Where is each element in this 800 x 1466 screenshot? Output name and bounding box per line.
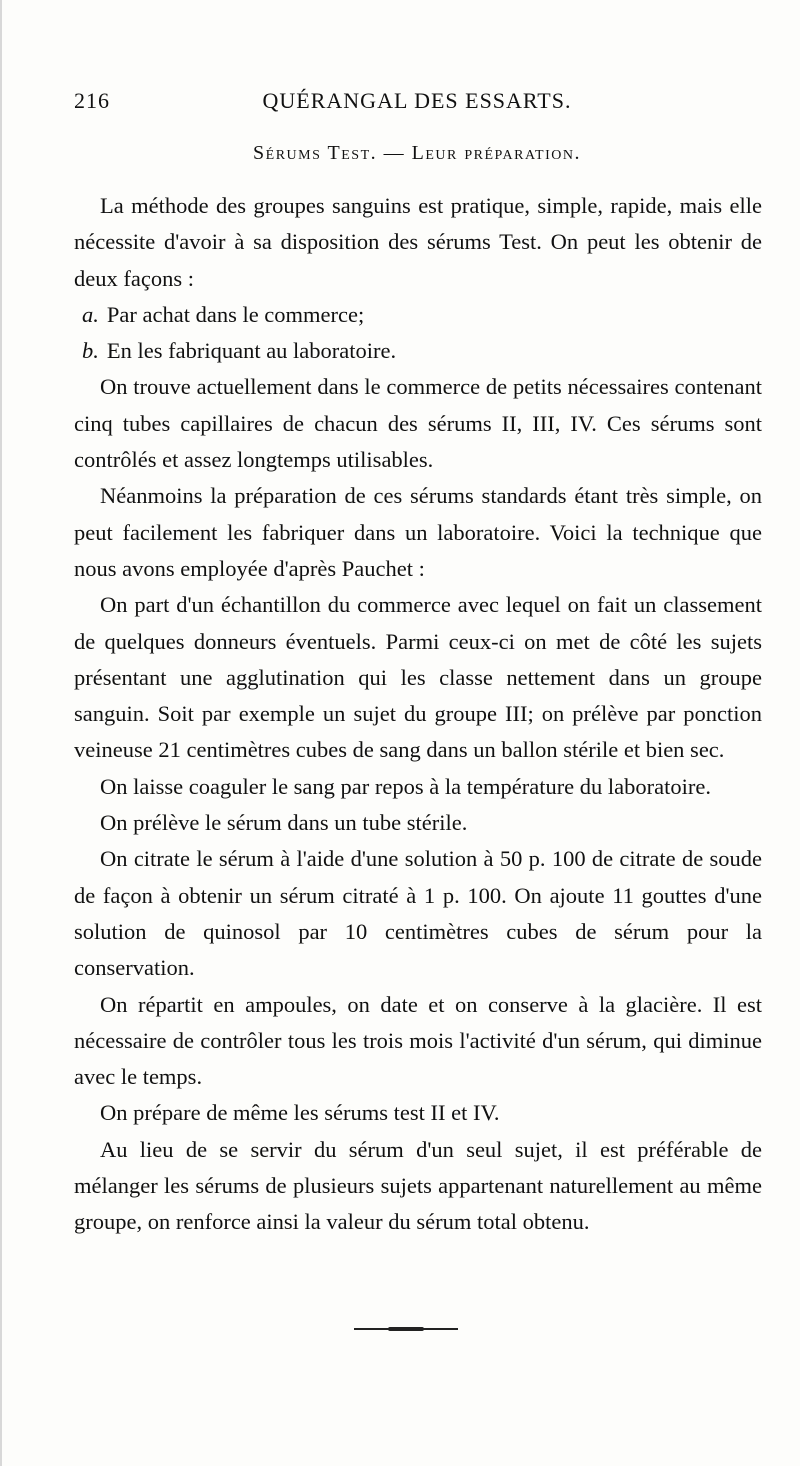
page-number: 216 — [74, 88, 110, 113]
paragraph: On part d'un échantillon du commerce avec lequel on fait un classement de quelques donneurs éventuels. Parmi ceux-ci on met de côté les sujets présentant une agglutination qui les classe nettement dans un groupe sanguin. Soit par exemple un sujet du groupe III; on prélève par ponction veineuse 21 centimètres cubes de sang dans un ballon stérile et bien sec. — [74, 592, 762, 763]
page-header — [74, 88, 760, 120]
paragraph: On prélève le sérum dans un tube stérile. — [100, 810, 468, 836]
body-text — [74, 188, 762, 1241]
paragraph: On laisse coaguler le sang par repos à la température du laboratoire. — [100, 773, 711, 799]
paragraph: Néanmoins la préparation de ces sérums standards étant très simple, on peut facilement les fabriquer dans un laboratoire. Voici la technique que nous avons employée d'après Pauchet : — [74, 483, 762, 581]
paragraph: On prépare de même les sérums test II et IV. — [100, 1100, 500, 1126]
paragraph: La méthode des groupes sanguins est pratique, simple, rapide, mais elle nécessite d'avoir à sa disposition des sérums Test. On peut les obtenir de deux façons : — [74, 193, 762, 291]
paragraph: On citrate le sérum à l'aide d'une solution à 50 p. 100 de citrate de soude de façon à obtenir un sérum citraté à 1 p. 100. On ajoute 11 gouttes d'une solution de quinosol par 10 centimètres cubes de sérum pour la conservation. — [74, 846, 762, 981]
list-marker: b. — [82, 338, 99, 364]
paragraph: Au lieu de se servir du sérum d'un seul sujet, il est préférable de mélanger les sérums de plusieurs sujets appartenant naturellement au même groupe, on renforce ainsi la valeur du sérum total obtenu. — [74, 1136, 762, 1235]
paragraph: On trouve actuellement dans le commerce de petits nécessaires contenant cinq tubes capillaires de chacun des sérums II, III, IV. Ces sérums sont contrôlés et assez longtemps utilisables. — [74, 374, 762, 473]
section-title: Sérums Test. — Leur préparation. — [253, 142, 581, 164]
running-title: QUÉRANGAL DES ESSARTS. — [262, 88, 572, 113]
list-item-text: En les fabriquant au laboratoire. — [106, 338, 397, 364]
list-item — [74, 333, 762, 369]
list-item-text: Par achat dans le commerce; — [106, 301, 365, 327]
paragraph: On répartit en ampoules, on date et on conserve à la glacière. Il est nécessaire de contrôler tous les trois mois l'activité d'un sérum, qui diminue avec le temps. — [74, 991, 762, 1090]
list-marker: a. — [82, 301, 99, 327]
end-ornament-rule — [354, 1328, 458, 1330]
list-item — [74, 297, 762, 333]
